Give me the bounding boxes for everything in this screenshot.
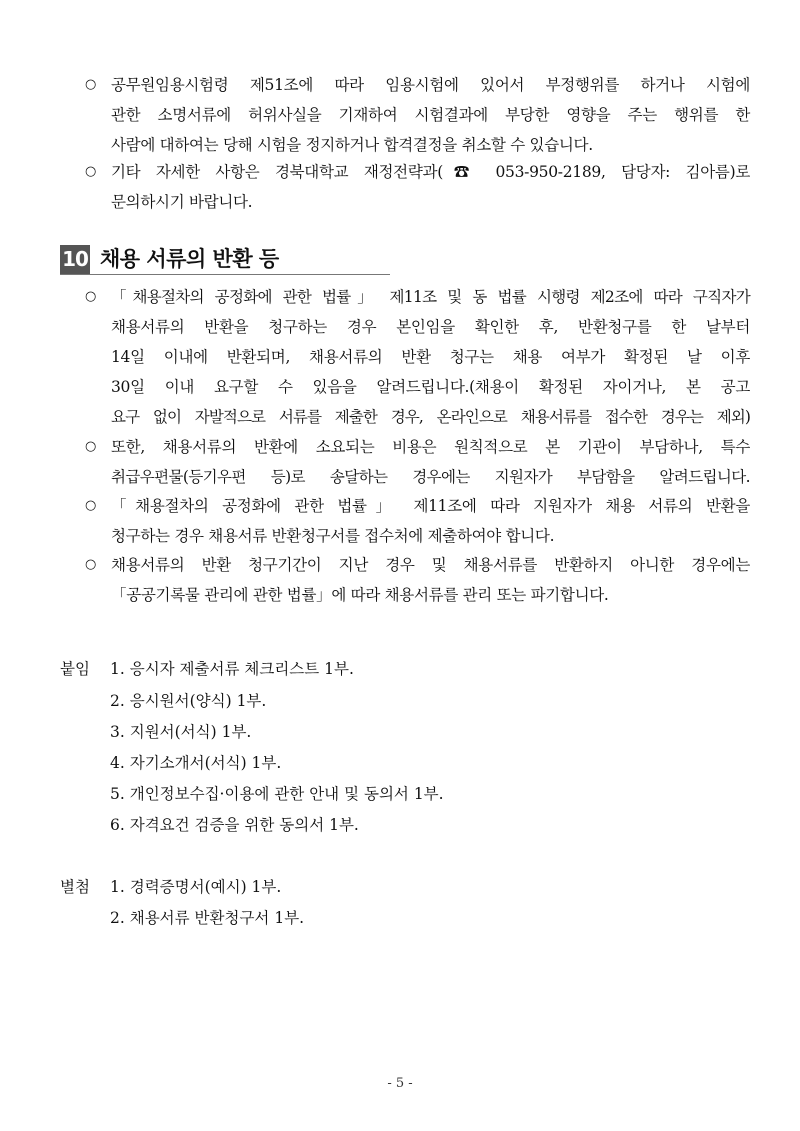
text-line: 공무원임용시험령 제51조에 따라 임용시험에 있어서 부정행위를 하거나 시험에 <box>111 76 750 94</box>
attachment-item: 5. 개인정보수집·이용에 관한 안내 및 동의서 1부. <box>110 785 444 803</box>
enclosures-label: 별첨 <box>60 878 90 896</box>
text-line: 또한, 채용서류의 반환에 소요되는 비용은 원칙적으로 본 기관이 부담하나, 특수 <box>111 438 750 456</box>
text-line: 요구 없이 자발적으로 서류를 제출한 경우, 온라인으로 채용서류를 접수한 경우는 제외) <box>111 408 750 426</box>
bullet-contact-info <box>85 157 750 217</box>
attachment-item: 2. 응시원서(양식) 1부. <box>110 692 267 710</box>
section-underline <box>60 274 390 275</box>
text-line: 관한 소명서류에 허위사실을 기재하여 시험결과에 부당한 영향을 주는 행위를 한 <box>111 106 750 124</box>
attachment-item: 3. 지원서(서식) 1부. <box>110 723 252 741</box>
bullet-document-disposal <box>85 550 750 610</box>
section-number-badge: 10 <box>60 245 90 274</box>
text-line: 「채용절차의 공정화에 관한 법률」 제11조에 따라 지원자가 채용 서류의 반환을 <box>111 497 750 515</box>
text-line: 문의하시기 바랍니다. <box>111 193 253 211</box>
attachment-item: 1. 응시자 제출서류 체크리스트 1부. <box>110 660 354 678</box>
page-number: - 5 - <box>387 1076 413 1091</box>
bullet-return-claim-form <box>85 491 750 551</box>
text-line: 「공공기록물 관리에 관한 법률」에 따라 채용서류를 관리 또는 파기합니다. <box>111 586 609 604</box>
text-line: 취급우편물(등기우편 등)로 송달하는 경우에는 지원자가 부담함을 알려드립니다. <box>111 468 750 486</box>
text-line: 30일 이내 요구할 수 있음을 알려드립니다.(채용이 확정된 자이거나, 본 공고 <box>111 378 750 396</box>
attachments-label: 붙임 <box>60 660 90 678</box>
text-line: 채용서류의 반환 청구기간이 지난 경우 및 채용서류를 반환하지 아니한 경우에는 <box>111 556 750 574</box>
bullet-mark: ○ <box>85 77 97 92</box>
text-line: 14일 이내에 반환되며, 채용서류의 반환 청구는 채용 여부가 확정된 날 이후 <box>111 348 750 366</box>
bullet-mark: ○ <box>85 289 97 304</box>
bullet-document-return-request <box>85 282 750 432</box>
text-line: 청구하는 경우 채용서류 반환청구서를 접수처에 제출하여야 합니다. <box>111 527 555 545</box>
enclosure-item: 1. 경력증명서(예시) 1부. <box>110 878 282 896</box>
section-title: 채용 서류의 반환 등 <box>100 247 279 271</box>
enclosure-item: 2. 채용서류 반환청구서 1부. <box>110 909 305 927</box>
text-line: 「채용절차의 공정화에 관한 법률」 제11조 및 동 법률 시행령 제2조에 따라 구직자가 <box>111 288 750 306</box>
attachment-item: 4. 자기소개서(서식) 1부. <box>110 754 282 772</box>
bullet-mark: ○ <box>85 164 97 179</box>
text-line: 채용서류의 반환을 청구하는 경우 본인임을 확인한 후, 반환청구를 한 날부터 <box>111 318 750 336</box>
bullet-mark: ○ <box>85 557 97 572</box>
bullet-return-cost <box>85 432 750 492</box>
bullet-mark: ○ <box>85 498 97 513</box>
attachment-item: 6. 자격요건 검증을 위한 동의서 1부. <box>110 816 359 834</box>
text-line: 사람에 대하여는 당해 시험을 정지하거나 합격결정을 취소할 수 있습니다. <box>111 136 593 154</box>
text-line: 기타 자세한 사항은 경북대학교 재정전략과(☎ 053-950-2189, 담당자: 김아름)로 <box>111 163 750 181</box>
bullet-exam-fraud <box>85 70 750 160</box>
section-heading <box>60 244 390 276</box>
bullet-mark: ○ <box>85 439 97 454</box>
